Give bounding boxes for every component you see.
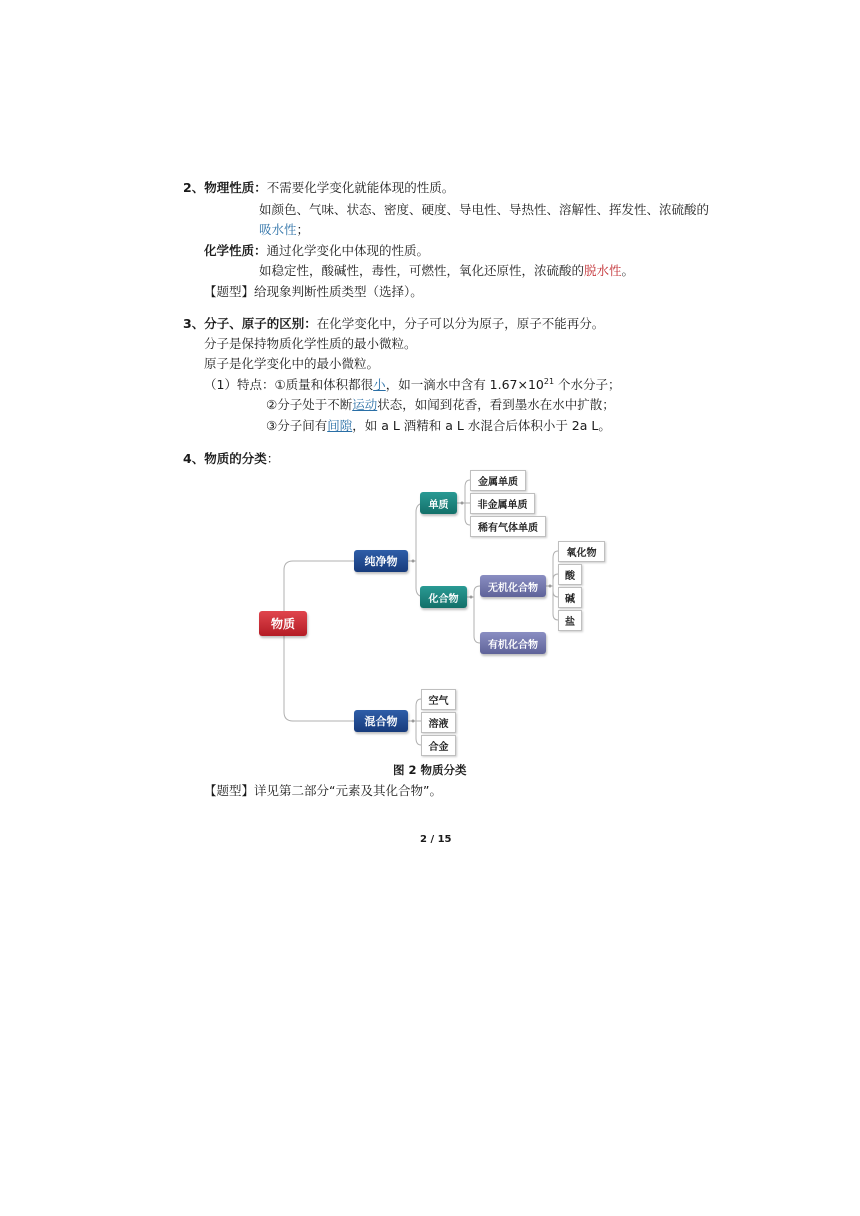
- chem-heading: 化学性质：: [204, 243, 267, 258]
- physical-examples-text: 如颜色、气味、状态、密度、硬度、导电性、导热性、溶解性、挥发性、浓硫酸的: [259, 202, 710, 217]
- chem-definition: 通过化学变化中体现的性质。: [266, 243, 430, 258]
- leaf-metal-element: 金属单质: [470, 470, 526, 491]
- node-pure-substance: 纯净物: [354, 550, 408, 572]
- node-organic-compound: 有机化合物: [480, 632, 546, 654]
- node-element: 单质: [420, 492, 457, 514]
- node-compound: 化合物: [420, 586, 467, 608]
- feature-2: [266, 397, 615, 413]
- node-substance: 物质: [259, 611, 307, 636]
- exponent: 21: [543, 376, 555, 386]
- feature3-pre: ③分子间有: [266, 418, 328, 433]
- term-dehydration: 脱水性: [584, 263, 622, 278]
- feature-1: [204, 377, 621, 393]
- figure-caption: 图 2 物质分类: [393, 763, 467, 777]
- term-water-absorption: 吸水性: [259, 222, 297, 237]
- feature2-pre: ②分子处于不断: [266, 397, 353, 412]
- section2-line: [183, 180, 454, 196]
- section2-heading: 2、物理性质：: [183, 180, 267, 195]
- leaf-salt: 盐: [558, 610, 582, 631]
- chem-property-line: [204, 243, 429, 259]
- leaf-acid: 酸: [558, 564, 582, 585]
- node-mixture: 混合物: [354, 710, 408, 732]
- leaf-air: 空气: [421, 689, 456, 710]
- leaf-oxide: 氧化物: [558, 541, 605, 562]
- feature1-end: 个水分子；: [554, 377, 621, 392]
- feature1-text: ，如一滴水中含有 1.67×10: [385, 377, 544, 392]
- section4-colon: ：: [266, 451, 280, 466]
- section4-line: [183, 451, 279, 467]
- tixing-1: 【题型】给现象判断性质类型（选择）。: [204, 284, 423, 299]
- chem-examples-line: [259, 263, 634, 279]
- feature3-text: ，如 a L 酒精和 a L 水混合后体积小于 2a L。: [352, 418, 611, 433]
- section3-definition: 在化学变化中，分子可以分为原子，原子不能再分。: [316, 316, 605, 331]
- section3-line: [183, 316, 604, 332]
- punct: 。: [621, 263, 635, 278]
- chem-examples-text: 如稳定性，酸碱性，毒性，可燃性，氧化还原性，浓硫酸的: [259, 263, 585, 278]
- section4-heading: 4、物质的分类: [183, 451, 267, 466]
- leaf-solution: 溶液: [421, 712, 456, 733]
- feature-label: （1）特点：①质量和体积都很: [204, 377, 374, 392]
- node-inorganic-compound: 无机化合物: [480, 575, 546, 597]
- leaf-noble-gas-element: 稀有气体单质: [470, 516, 546, 537]
- page-number: 2 / 15: [420, 834, 452, 845]
- section2-definition: 不需要化学变化就能体现的性质。: [266, 180, 455, 195]
- leaf-base: 碱: [558, 587, 582, 608]
- term-motion: 运动: [352, 397, 378, 412]
- punct: ；: [296, 222, 310, 237]
- leaf-alloy: 合金: [421, 735, 456, 756]
- section3-heading: 3、分子、原子的区别：: [183, 316, 317, 331]
- section2-examples: [259, 202, 709, 218]
- molecule-def: 分子是保持物质化学性质的最小微粒。: [204, 336, 417, 351]
- term-gap: 间隙: [327, 418, 353, 433]
- section2-examples-cont: [259, 222, 309, 238]
- term-small: 小: [373, 377, 386, 392]
- atom-def: 原子是化学变化中的最小微粒。: [204, 356, 380, 371]
- feature-3: [266, 418, 611, 434]
- feature2-text: 状态，如闻到花香，看到墨水在水中扩散；: [377, 397, 615, 412]
- leaf-nonmetal-element: 非金属单质: [470, 493, 535, 514]
- tixing-2: 【题型】详见第二部分“元素及其化合物”。: [204, 783, 442, 798]
